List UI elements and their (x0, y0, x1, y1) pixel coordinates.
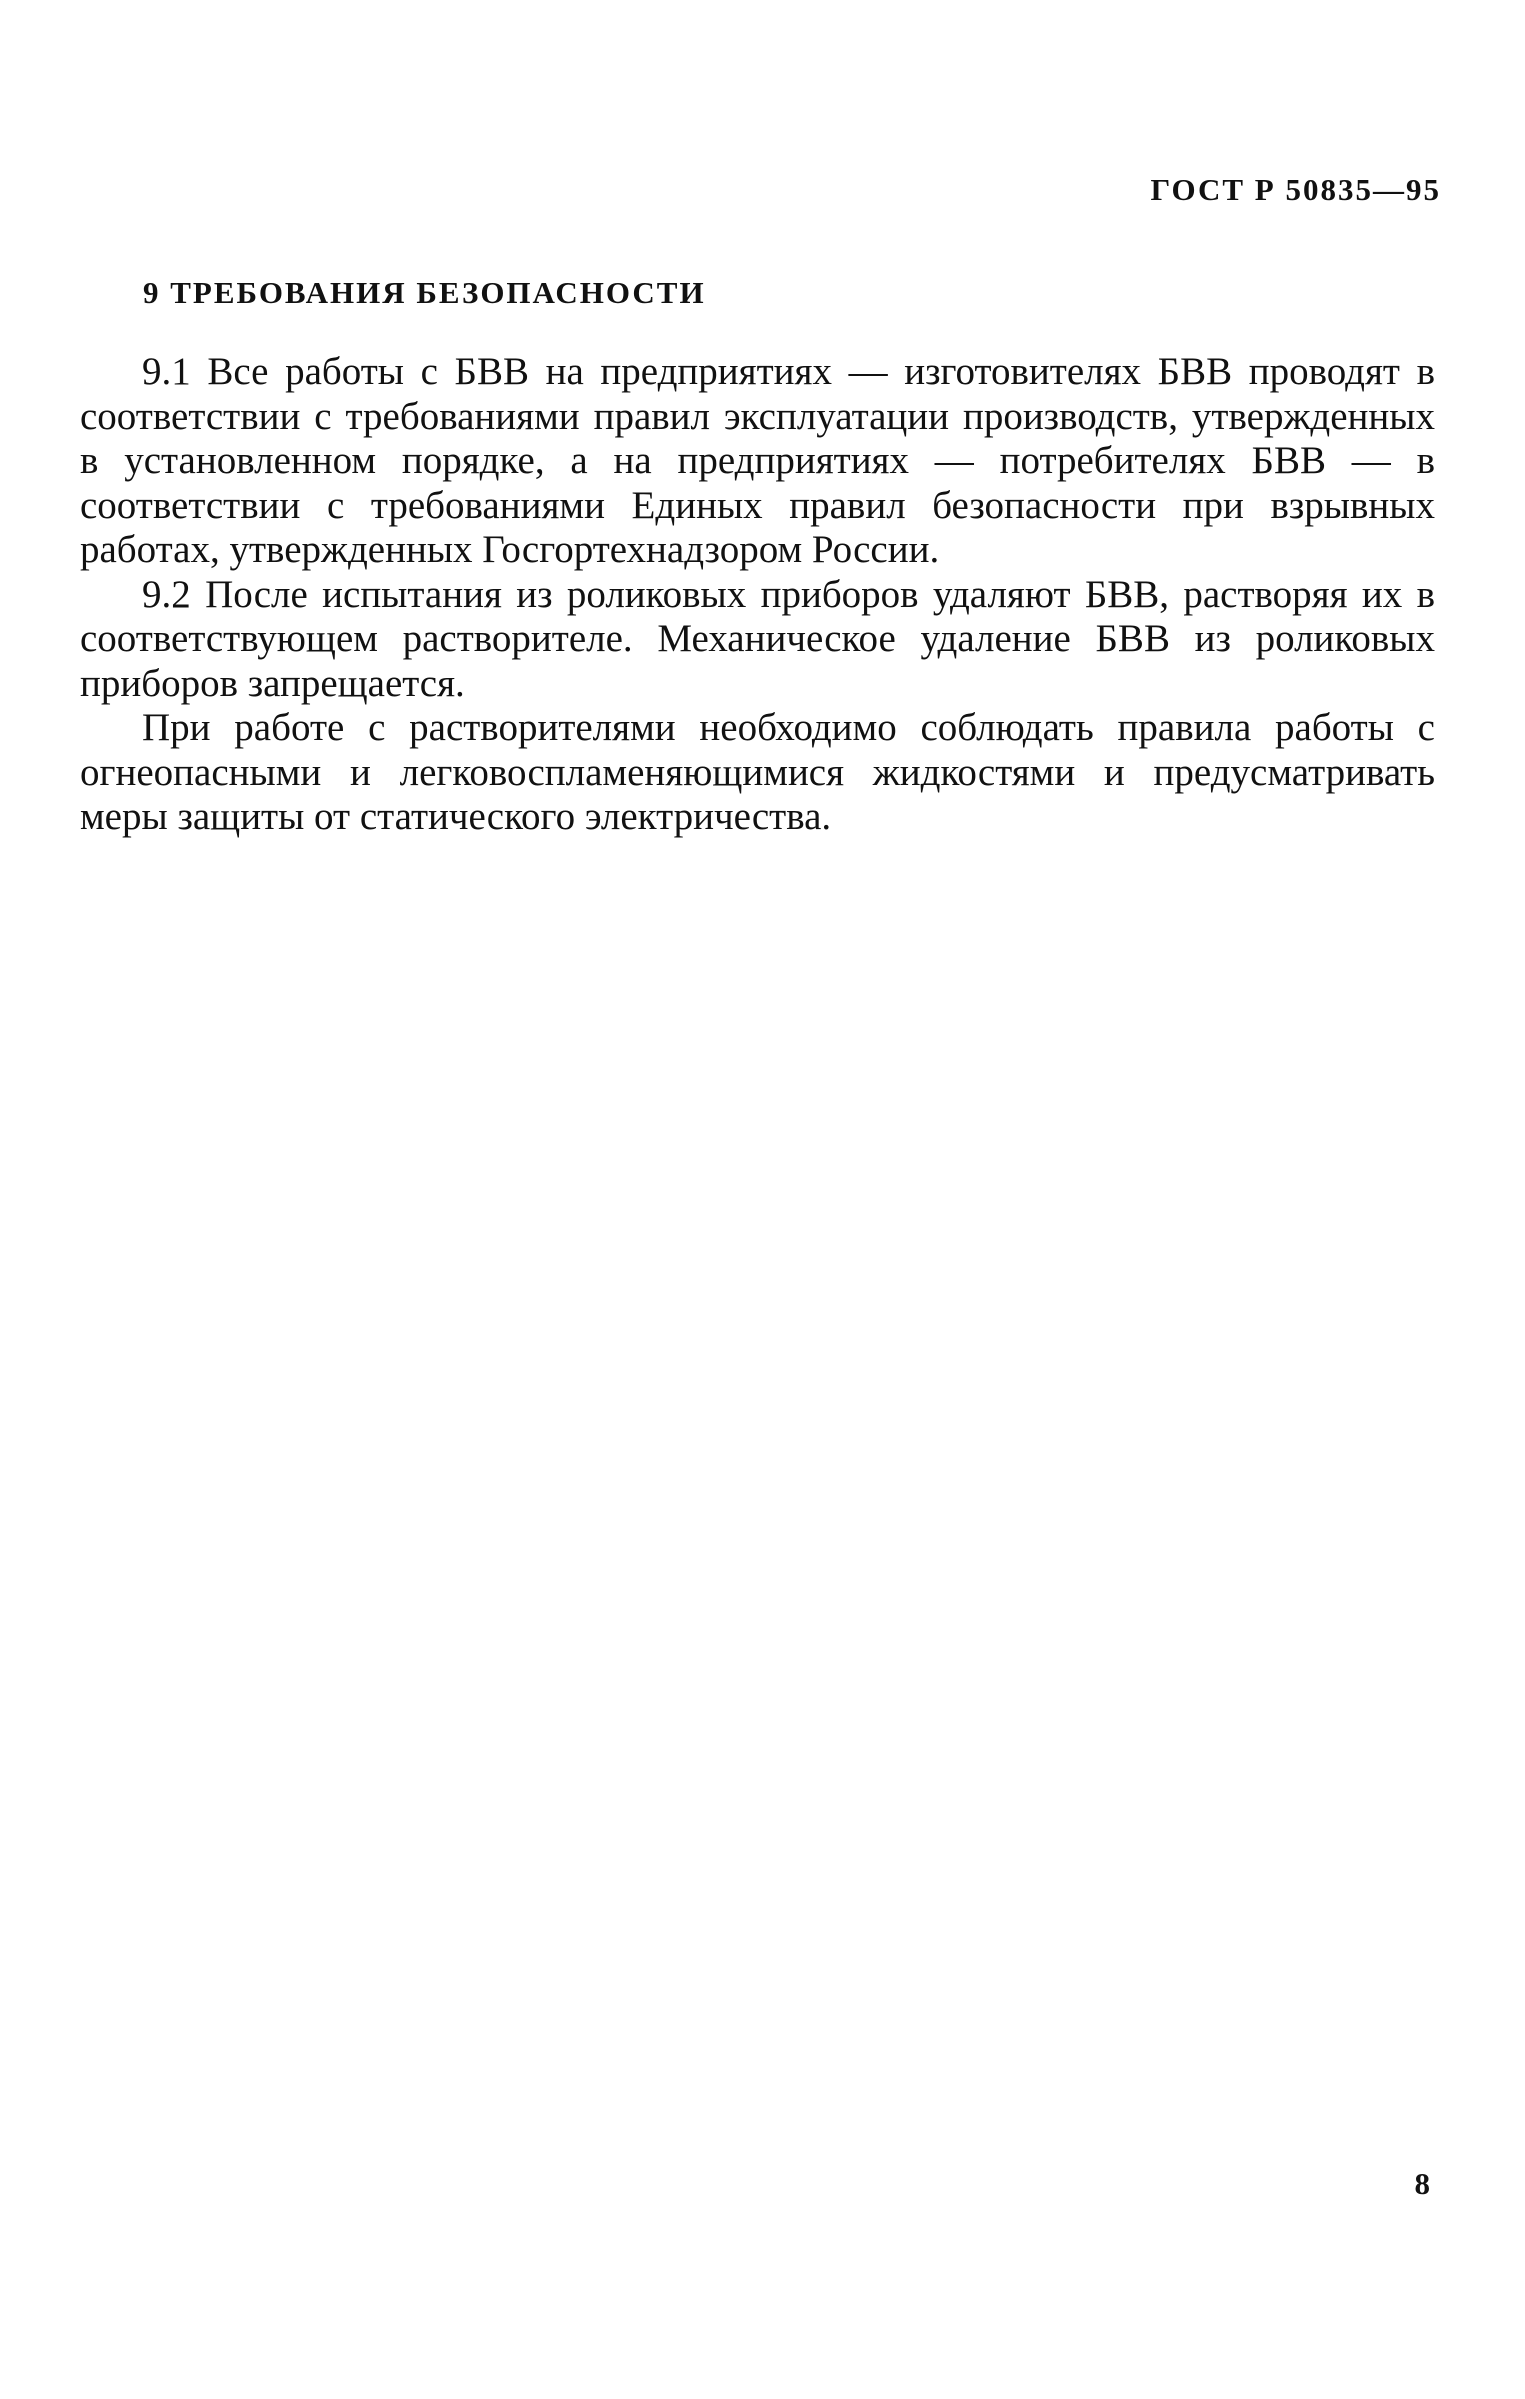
section-title: 9 ТРЕБОВАНИЯ БЕЗОПАСНОСТИ (143, 275, 706, 310)
paragraph-solvents: При работе с растворителями необходимо соблюдать правила работы с огнеопасными и легковоспламеняющимися жидкостями и предусматривать меры защиты от статического электричества. (80, 706, 1435, 838)
section-body (80, 350, 1435, 840)
standard-code-header: ГОСТ Р 50835—95 (1150, 172, 1441, 207)
paragraph-9-1: 9.1 Все работы с БВВ на предприятиях — изготовителях БВВ проводят в соответствии с требованиями правил эксплуатации производств, утвержденных в установленном порядке, а на предприятиях — потребителях БВВ — в соответствии с требованиями Единых правил безопасности при взрывных работах, утвержденных Госгортехнадзором России. (80, 350, 1435, 571)
paragraph-9-2: 9.2 После испытания из роликовых приборов удаляют БВВ, растворяя их в соответствующем растворителе. Механическое удаление БВВ из роликовых приборов запрещается. (80, 572, 1435, 705)
page-number: 8 (1414, 2166, 1430, 2201)
